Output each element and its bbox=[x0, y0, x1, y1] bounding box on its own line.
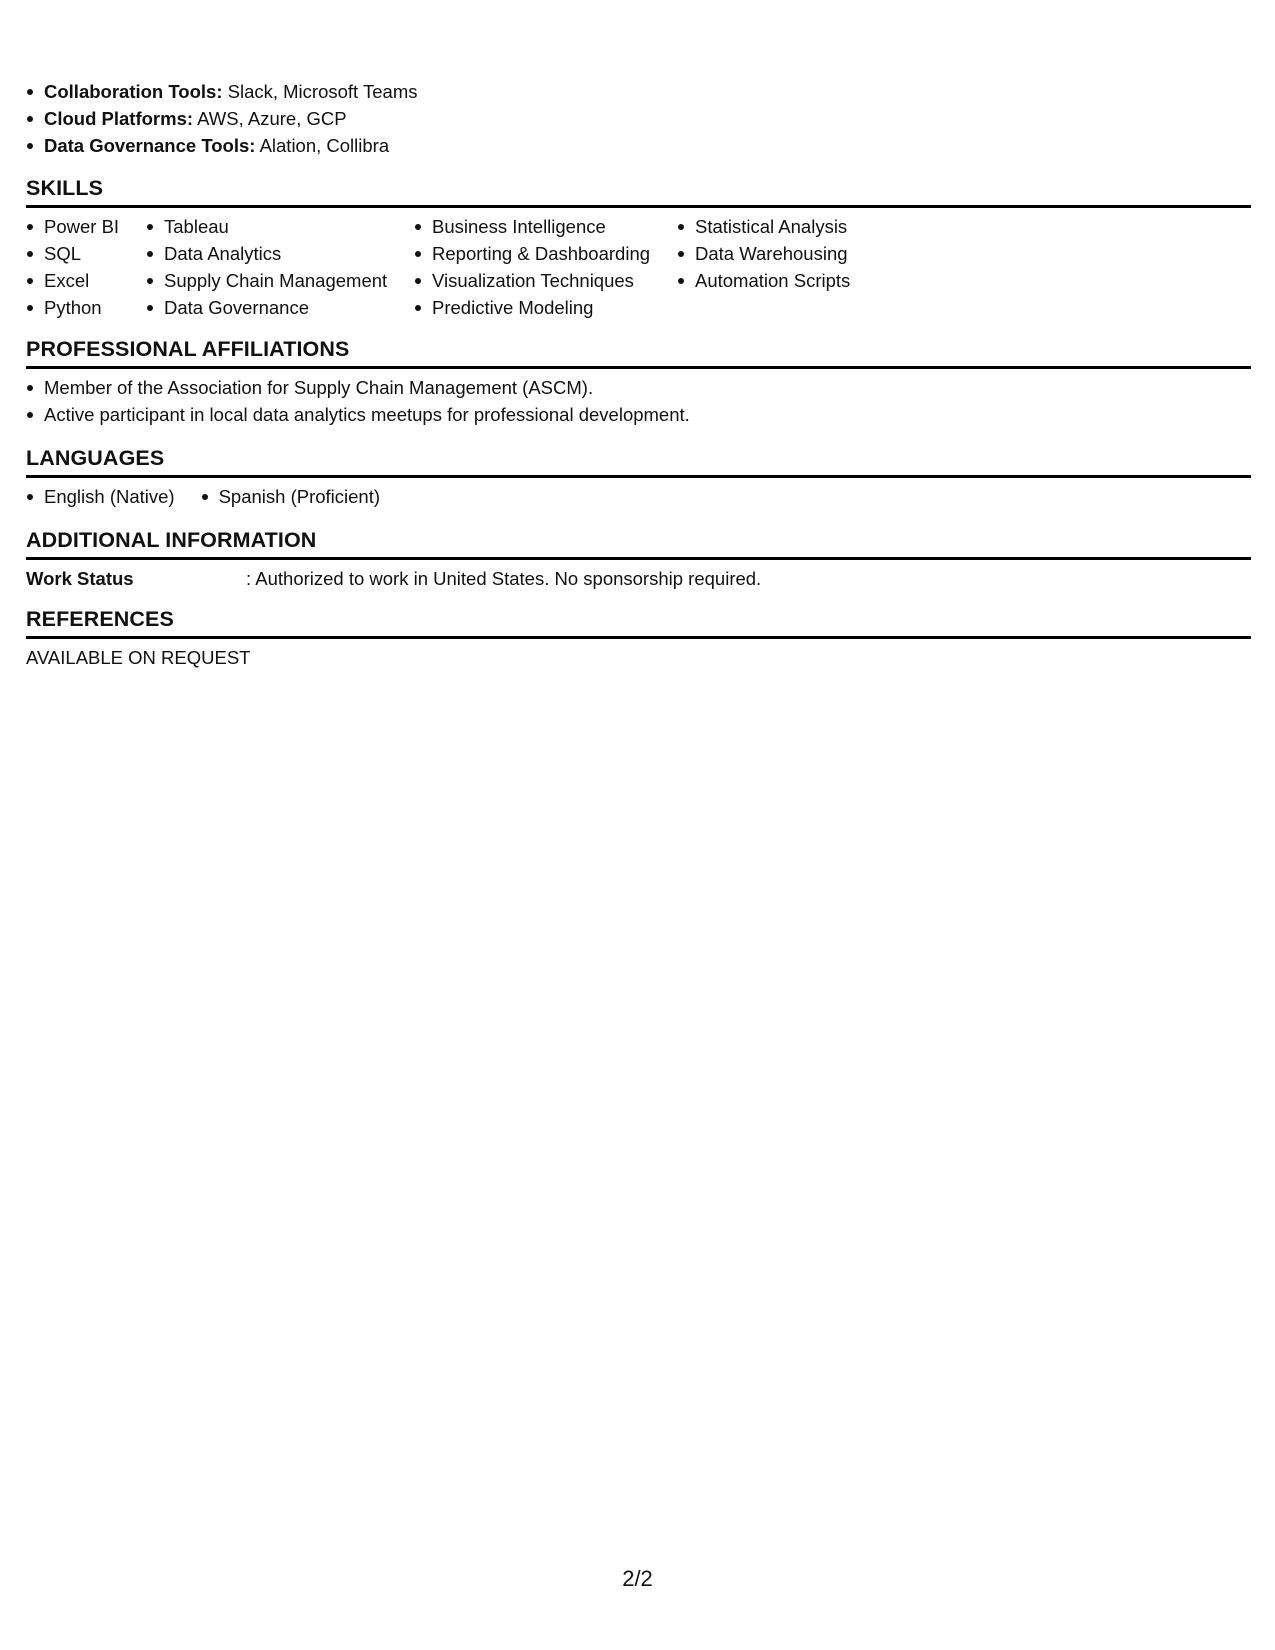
skills-column-2 bbox=[146, 213, 394, 321]
languages-list bbox=[26, 483, 1251, 510]
skill-item: Reporting & Dashboarding bbox=[414, 240, 657, 267]
language-item: English (Native) bbox=[26, 483, 175, 510]
skills-column-4 bbox=[677, 213, 937, 321]
affiliation-item: Member of the Association for Supply Chain Management (ASCM). bbox=[26, 374, 1251, 401]
tools-item-value: Alation, Collibra bbox=[259, 135, 390, 156]
tools-item-cloud bbox=[26, 105, 1251, 132]
tools-item-collaboration bbox=[26, 78, 1251, 105]
work-status-label: Work Status bbox=[26, 568, 134, 589]
skill-item: Data Analytics bbox=[146, 240, 394, 267]
skill-item: Supply Chain Management bbox=[146, 267, 394, 294]
tools-item-value: Slack, Microsoft Teams bbox=[227, 81, 418, 102]
languages-heading: LANGUAGES bbox=[26, 444, 1251, 478]
skill-item: Tableau bbox=[146, 213, 394, 240]
skills-grid bbox=[26, 213, 1251, 321]
skills-column-3 bbox=[414, 213, 657, 321]
references-text: AVAILABLE ON REQUEST bbox=[26, 647, 251, 668]
skill-item: Predictive Modeling bbox=[414, 294, 657, 321]
skill-item: Data Governance bbox=[146, 294, 394, 321]
skills-column-1 bbox=[26, 213, 124, 321]
skill-item: SQL bbox=[26, 240, 124, 267]
tools-item-label: Collaboration Tools: bbox=[44, 81, 223, 102]
tools-item-label: Data Governance Tools: bbox=[44, 135, 256, 156]
skill-item: Python bbox=[26, 294, 124, 321]
tools-list bbox=[26, 78, 1251, 159]
references-heading: REFERENCES bbox=[26, 605, 1251, 639]
skill-item: Statistical Analysis bbox=[677, 213, 937, 240]
skill-item: Power BI bbox=[26, 213, 124, 240]
language-item: Spanish (Proficient) bbox=[201, 483, 380, 510]
skill-item: Data Warehousing bbox=[677, 240, 937, 267]
affiliation-item: Active participant in local data analytics meetups for professional development. bbox=[26, 401, 1251, 428]
tools-item-governance bbox=[26, 132, 1251, 159]
additional-info-heading: ADDITIONAL INFORMATION bbox=[26, 526, 1251, 560]
page-number: 2/2 bbox=[622, 1566, 653, 1591]
skill-item: Visualization Techniques bbox=[414, 267, 657, 294]
tools-item-value: AWS, Azure, GCP bbox=[197, 108, 347, 129]
skill-item: Business Intelligence bbox=[414, 213, 657, 240]
skill-item: Excel bbox=[26, 267, 124, 294]
tools-item-label: Cloud Platforms: bbox=[44, 108, 194, 129]
affiliations-list bbox=[26, 374, 1251, 428]
work-status-row bbox=[26, 565, 1251, 592]
skills-heading: SKILLS bbox=[26, 174, 1251, 208]
affiliations-heading: PROFESSIONAL AFFILIATIONS bbox=[26, 335, 1251, 369]
resume-content bbox=[26, 78, 1251, 671]
work-status-value: : Authorized to work in United States. No sponsorship required. bbox=[246, 568, 762, 589]
skill-item: Automation Scripts bbox=[677, 267, 937, 294]
